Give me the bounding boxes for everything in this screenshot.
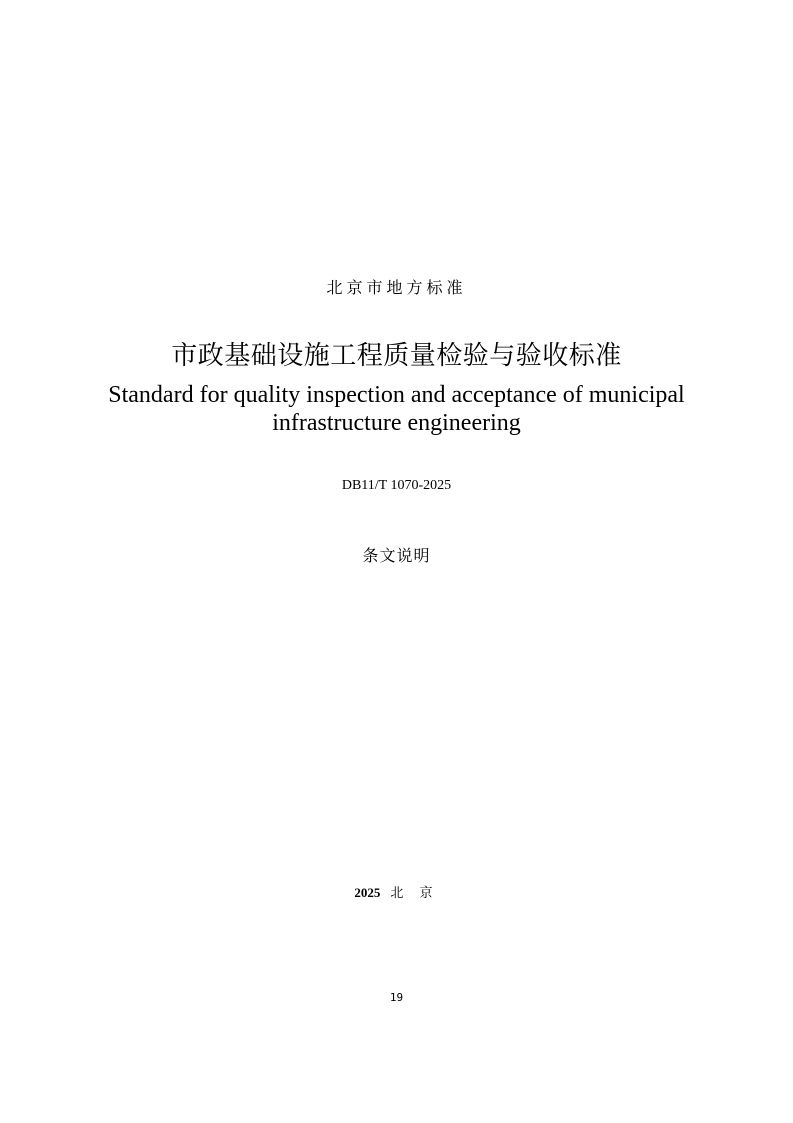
section-name: 条文说明 <box>362 546 431 565</box>
standard-number: DB11/T 1070-2025 <box>341 478 452 493</box>
document-title-chinese: 市政基础设施工程质量检验与验收标准 <box>171 341 622 371</box>
publication-city: 北 京 <box>390 886 439 901</box>
document-title-english-line-1: Standard for quality inspection and acceptance of municipal <box>108 382 685 408</box>
standard-type-heading: 北京市地方标准 <box>326 278 467 297</box>
publication-info <box>0 884 793 903</box>
document-title-english-line-2: infrastructure engineering <box>272 410 521 436</box>
publication-year: 2025 <box>354 885 381 900</box>
page-number: 19 <box>389 991 404 1004</box>
